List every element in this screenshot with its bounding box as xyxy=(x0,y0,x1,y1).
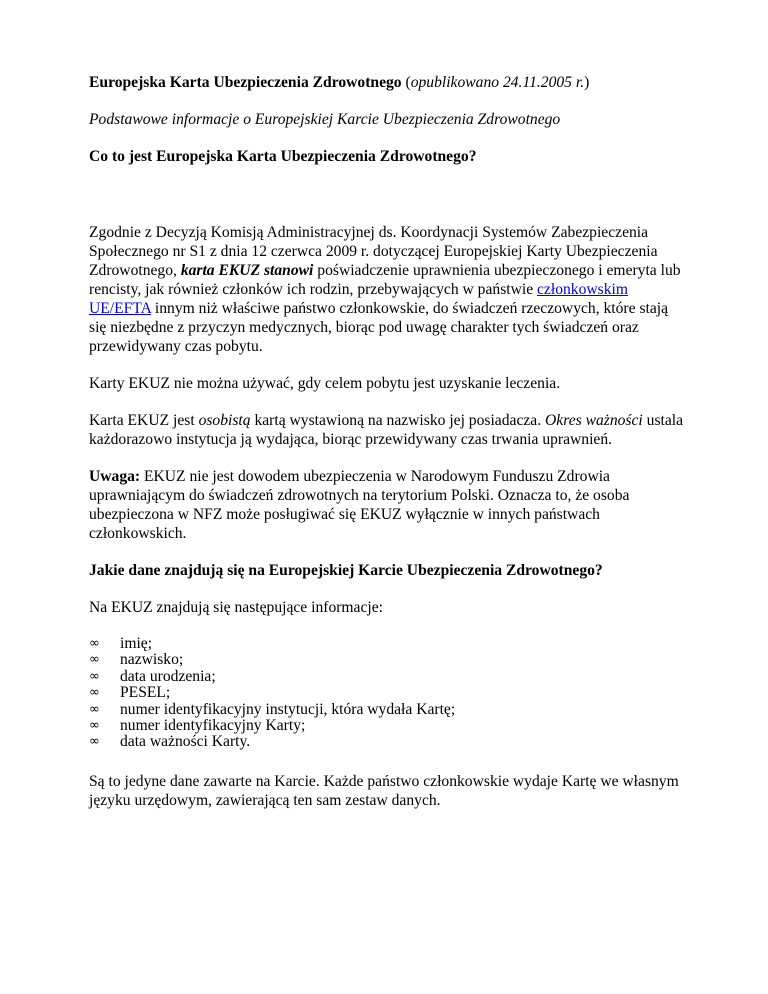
paragraph-definition-text-3: innym niż właściwe państwo członkowskie, do świadczeń rzeczowych, które stają się niezbędne z przyczyn medycznych, biorąc pod uwagę charakter tych świadczeń oraz przewidywany czas pobytu. xyxy=(89,300,669,355)
list-item-text: data ważności Karty. xyxy=(120,733,251,751)
document-header xyxy=(89,73,689,92)
paragraph-note xyxy=(89,467,689,543)
list-item-text: data urodzenia; xyxy=(120,667,216,685)
list-item-text: numer identyfikacyjny Karty; xyxy=(120,716,306,734)
publication-date: opublikowano 24.11.2005 r. xyxy=(410,74,585,91)
card-data-list xyxy=(89,636,689,751)
paragraph-closing: Są to jedyne dane zawarte na Karcie. Każde państwo członkowskie wydaje Kartę we własnym języku urzędowym, zawierającą ten sam zestaw danych. xyxy=(89,772,679,809)
infinity-bullet-icon: ∞ xyxy=(89,685,100,701)
note-text: EKUZ nie jest dowodem ubezpieczenia w Narodowym Funduszu Zdrowia uprawniającym do świadczeń zdrowotnych na terytorium Polski. Oznacza to, że osoba ubezpieczona w NFZ może posługiwać się EKUZ wyłącznie w innych państwach członkowskich. xyxy=(89,468,630,542)
list-item xyxy=(89,685,689,701)
note-label: Uwaga: xyxy=(89,468,141,485)
infinity-bullet-icon: ∞ xyxy=(89,734,100,750)
list-item xyxy=(89,636,689,652)
document-page xyxy=(89,73,689,810)
paragraph-personal-card-text-3: ustala każdorazowo instytucja ją wydająca, biorąc przewidywany czas trwania uprawnień. xyxy=(89,412,684,448)
paragraph-personal-card xyxy=(89,411,689,449)
list-item xyxy=(89,734,689,750)
list-item xyxy=(89,702,689,718)
paragraph-personal-card-text-1: Karta EKUZ jest xyxy=(89,412,199,429)
paragraph-definition-text-1: Zgodnie z Decyzją Komisją Administracyjnej ds. Koordynacji Systemów Zabezpieczenia Społecznego nr S1 z dnia 12 czerwca 2009 r. dotyczącej Europejskiej Karty Ubezpieczenia Zdrowotnego, xyxy=(89,224,658,279)
section-heading-card-data: Jakie dane znajdują się na Europejskiej Karcie Ubezpieczenia Zdrowotnego? xyxy=(89,562,603,579)
member-states-link[interactable]: członkowskim UE/EFTA xyxy=(89,281,628,317)
paragraph-treatment-restriction: Karty EKUZ nie można używać, gdy celem pobytu jest uzyskanie leczenia. xyxy=(89,375,561,392)
publication-note-open: ( xyxy=(405,74,411,91)
list-item xyxy=(89,718,689,734)
paragraph-definition-text-2: poświadczenie uprawnienia ubezpieczonego i emeryta lub rencisty, jak również członków ich rodzin, przebywających w państwie xyxy=(89,262,681,298)
paragraph-personal-card-emphasis-2: Okres ważności xyxy=(545,412,643,429)
section-heading-what-is-ekuz: Co to jest Europejska Karta Ubezpieczenia Zdrowotnego? xyxy=(89,148,477,165)
list-intro: Na EKUZ znajdują się następujące informacje: xyxy=(89,599,383,616)
infinity-bullet-icon: ∞ xyxy=(89,636,100,651)
paragraph-definition xyxy=(89,223,689,356)
infinity-bullet-icon: ∞ xyxy=(89,717,100,733)
list-item-text: numer identyfikacyjny instytucji, która wydała Kartę; xyxy=(120,700,456,718)
list-item-text: PESEL; xyxy=(120,684,171,702)
infinity-bullet-icon: ∞ xyxy=(89,668,100,684)
infinity-bullet-icon: ∞ xyxy=(89,652,100,668)
infinity-bullet-icon: ∞ xyxy=(89,701,100,717)
paragraph-definition-emphasis: karta EKUZ stanowi xyxy=(180,262,314,279)
publication-note-close: ) xyxy=(584,74,590,91)
list-item xyxy=(89,652,689,668)
list-item-text: imię; xyxy=(120,635,153,652)
paragraph-personal-card-emphasis-1: osobistą xyxy=(198,412,251,429)
paragraph-personal-card-text-2: kartą wystawioną na nazwisko jej posiadacza. xyxy=(250,412,546,429)
list-item-text: nazwisko; xyxy=(120,651,184,669)
list-item xyxy=(89,669,689,685)
document-subtitle: Podstawowe informacje o Europejskiej Karcie Ubezpieczenia Zdrowotnego xyxy=(89,111,561,128)
document-title: Europejska Karta Ubezpieczenia Zdrowotnego xyxy=(89,74,402,91)
